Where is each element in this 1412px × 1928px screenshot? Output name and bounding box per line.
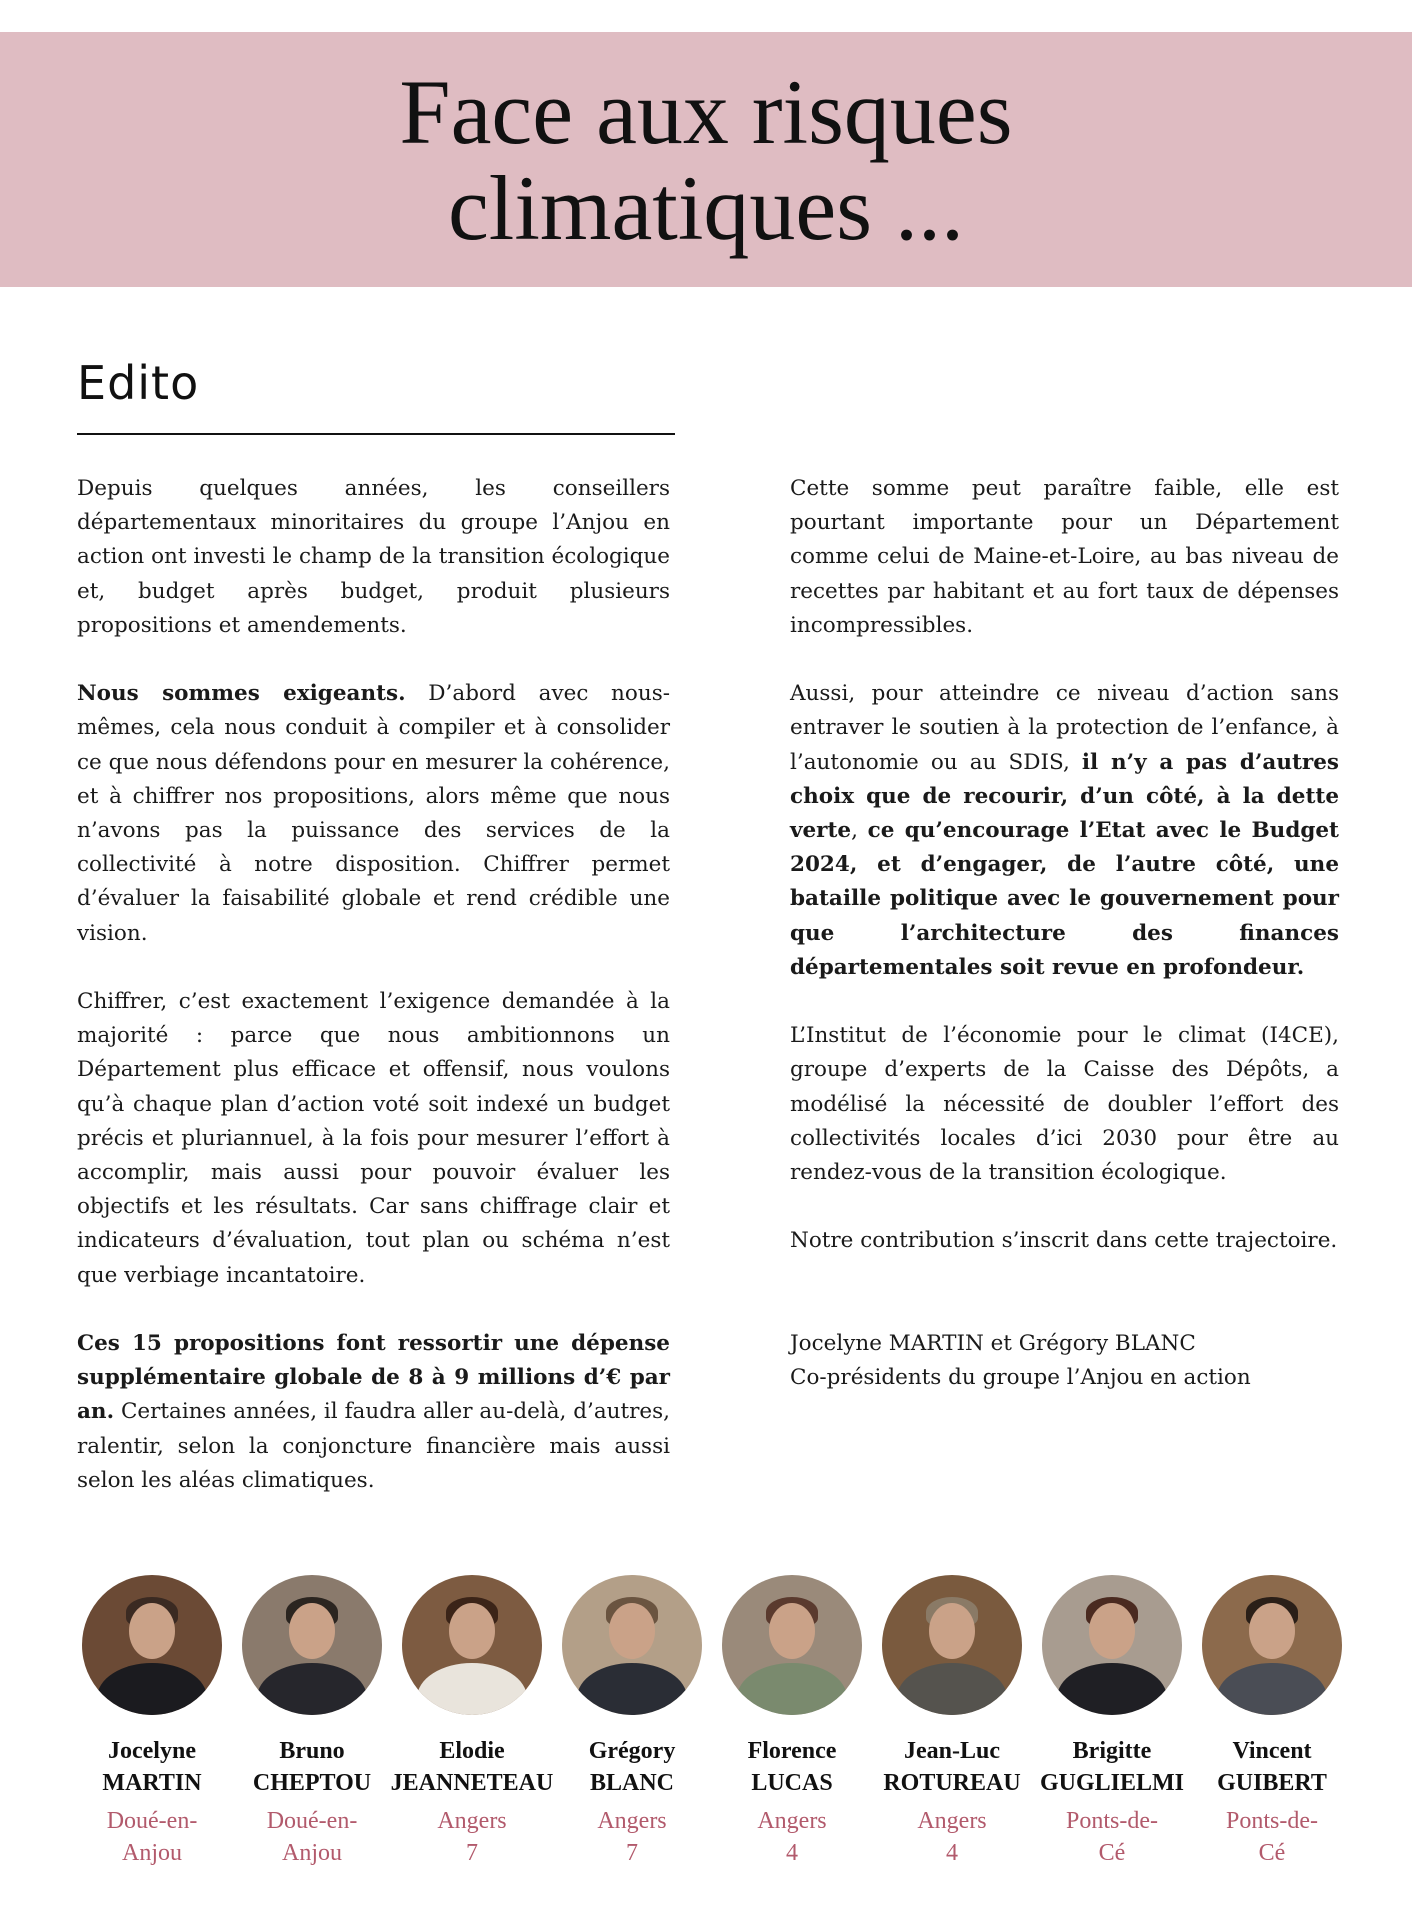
paragraph: L’Institut de l’économie pour le climat (I4CE), groupe d’experts de la Caisse des Dépôts, a modélisé la nécessité de doubler l’effort des collectivités locales d’ici 2030 pour être au rendez-vous de la transition écologique.	[790, 1023, 1339, 1186]
paragraph: Cette somme peut paraître faible, elle est pourtant importante pour un Département comme celui de Maine-et-Loire, au bas niveau de recettes par habitant et au fort taux de dépenses incompressibles.	[790, 476, 1339, 638]
member-photo	[722, 1575, 862, 1715]
member-name: Vincent GUIBERT	[1217, 1738, 1327, 1796]
member-card	[390, 1575, 554, 1869]
member-name: Elodie JEANNETEAU	[390, 1738, 554, 1796]
member-photo	[402, 1575, 542, 1715]
bold-text: ce qu’encourage l’Etat avec le Budget 2024, et d’engager, de l’autre côté, une bataille politique avec le gouvernement pour que l’architecture des finances départementales soit revue en profondeur.	[790, 818, 1339, 980]
page-title	[399, 60, 1013, 259]
member-card	[717, 1575, 867, 1869]
members-row	[77, 1575, 1347, 1869]
member-card	[1197, 1575, 1347, 1869]
member-photo	[1042, 1575, 1182, 1715]
paragraph: Depuis quelques années, les conseillers départementaux minoritaires du groupe l’Anjou en action ont investi le champ de la transition écologique et, budget après budget, produit plusieurs propositions et amendements.	[77, 476, 670, 638]
member-canton: Ponts-de- Cé	[1226, 1808, 1318, 1866]
bold-lead: Ces 15 propositions font ressortir une dépense supplémentaire globale de 8 à 9 millions d’€ par an.	[77, 1331, 670, 1425]
member-photo	[82, 1575, 222, 1715]
member-canton: Doué-en- Anjou	[266, 1808, 358, 1866]
signature	[790, 1327, 1339, 1395]
bold-lead: Nous sommes exigeants.	[77, 681, 406, 707]
member-name: Brigitte GUGLIELMI	[1039, 1738, 1185, 1796]
paragraph: Ces 15 propositions font ressortir une dépense supplémentaire globale de 8 à 9 millions d’€ par an. Certaines années, il faudra aller au-delà, d’autres, ralentir, selon la conjoncture financière mais aussi selon les aléas climatiques.	[77, 1331, 670, 1493]
member-photo	[562, 1575, 702, 1715]
signature-names: Jocelyne MARTIN et Grégory BLANC	[790, 1330, 1196, 1356]
paragraph: Notre contribution s’inscrit dans cette trajectoire.	[790, 1228, 1338, 1254]
paragraph: Nous sommes exigeants. D’abord avec nous-mêmes, cela nous conduit à compiler et à consolider ce que nous défendons pour en mesurer la cohérence, et à chiffrer nos propositions, alors même que nous n’avons pas la puissance des services de la collectivité à notre disposition. Chiffrer permet d’évaluer la faisabilité globale et rend crédible une vision.	[77, 681, 670, 946]
title-line-2: climatiques ...	[447, 156, 965, 259]
member-name: Florence LUCAS	[747, 1738, 837, 1796]
member-photo	[882, 1575, 1022, 1715]
member-canton: Angers 7	[437, 1808, 507, 1866]
member-photo	[1202, 1575, 1342, 1715]
bold-text: il n’y a pas d’autres choix que de recourir, d’un côté, à la dette verte	[790, 749, 1339, 844]
edito-divider	[77, 433, 675, 435]
member-photo	[242, 1575, 382, 1715]
member-canton: Angers 7	[597, 1808, 667, 1866]
paragraph: Aussi, pour atteindre ce niveau d’action sans entraver le soutien à la protection de l’enfance, à l’autonomie ou au SDIS, il n’y a pas d’autres choix que de recourir, d’un côté, à la dette verte, ce qu’encourage l’Etat avec le Budget 2024, et d’engager, de l’autre côté, une bataille politique avec le gouvernement pour que l’architecture des finances départementales soit revue en profondeur.	[790, 681, 1339, 980]
edito-left-column	[77, 472, 670, 1532]
title-line-1: Face aux risques	[399, 60, 1013, 163]
member-canton: Ponts-de- Cé	[1066, 1808, 1158, 1866]
member-name: Bruno CHEPTOU	[252, 1738, 372, 1796]
member-card	[557, 1575, 707, 1869]
member-name: Jocelyne MARTIN	[102, 1738, 202, 1796]
edito-right-column	[790, 472, 1339, 1395]
member-card	[77, 1575, 227, 1869]
member-canton: Angers 4	[757, 1808, 827, 1866]
member-canton: Doué-en- Anjou	[106, 1808, 198, 1866]
member-canton: Angers 4	[917, 1808, 987, 1866]
title-banner	[0, 32, 1412, 287]
member-name: Jean-Luc ROTUREAU	[883, 1738, 1021, 1796]
member-card	[877, 1575, 1027, 1869]
member-card	[237, 1575, 387, 1869]
paragraph: Chiffrer, c’est exactement l’exigence demandée à la majorité : parce que nous ambitionnons un Département plus efficace et offensif, nous voulons qu’à chaque plan d’action voté soit indexé un budget précis et pluriannuel, à la fois pour mesurer l’effort à accomplir, mais aussi pour pouvoir évaluer les objectifs et les résultats. Car sans chiffrage clair et indicateurs d’évaluation, tout plan ou schéma n’est que verbiage incantatoire.	[77, 989, 670, 1288]
member-card	[1037, 1575, 1187, 1869]
member-name: Grégory BLANC	[588, 1738, 676, 1796]
edito-heading: Edito	[77, 356, 200, 410]
signature-role: Co-présidents du groupe l’Anjou en action	[790, 1364, 1251, 1390]
